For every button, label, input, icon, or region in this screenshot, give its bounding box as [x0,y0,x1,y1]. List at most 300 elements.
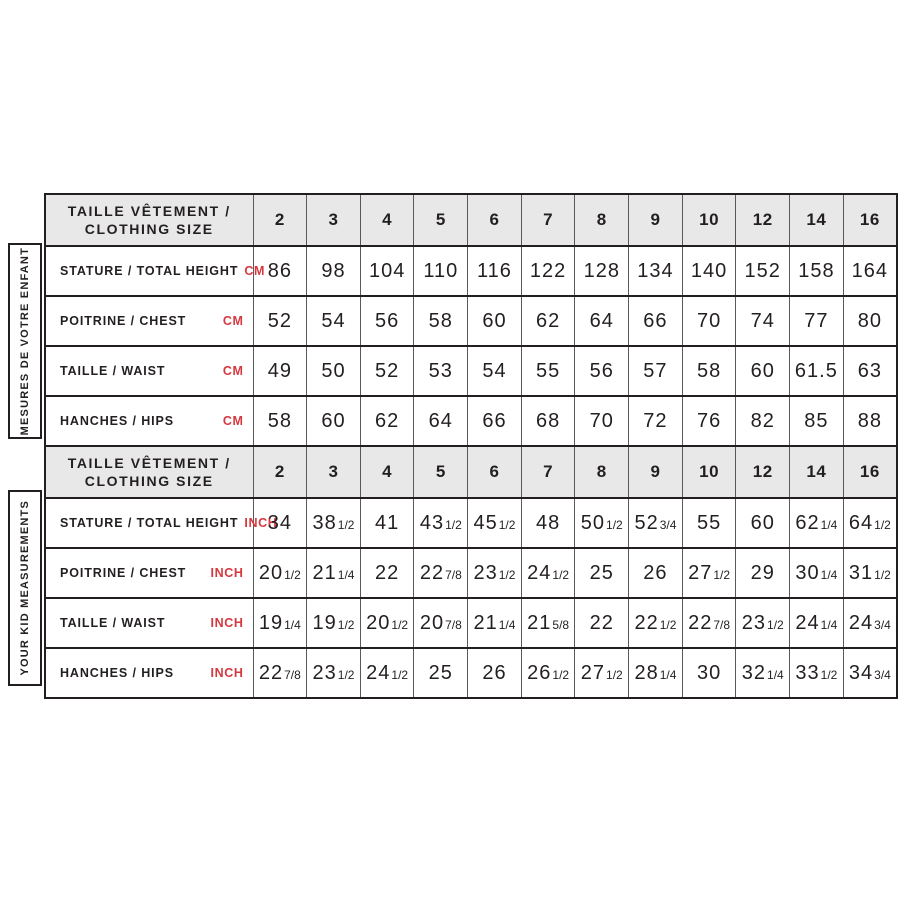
value-whole: 55 [535,359,561,382]
size-number: 5 [435,462,446,481]
value-cell [843,346,897,396]
value-cell [307,648,361,698]
value-cell [682,246,736,296]
value-whole: 27 [688,561,713,584]
value-fraction: 1/2 [337,667,355,682]
value-whole: 77 [804,309,829,332]
value-cell [468,346,522,396]
value-whole: 38 [312,511,337,534]
value-whole: 26 [482,661,507,684]
size-header-cell [575,194,629,246]
value-whole: 64 [428,409,453,432]
value-fraction: 1/4 [284,617,301,632]
side-label-inch-section: YOUR KID MEASUREMENTS [19,500,31,676]
value-whole: 63 [857,359,882,382]
value-whole: 32 [741,661,767,684]
value-whole: 58 [428,309,453,332]
size-header-cell [521,194,575,246]
value-cell [307,346,361,396]
value-whole: 50 [321,359,346,382]
row-label-cell [45,246,266,296]
value-cell [629,598,683,648]
value-fraction: 1/4 [820,567,838,582]
value-whole: 30 [795,561,820,584]
value-fraction: 1/4 [659,667,677,682]
value-whole: 26 [527,661,552,684]
value-whole: 49 [267,359,292,382]
unit-label: CM [222,414,244,428]
value-fraction: 1/2 [391,667,409,682]
size-header-cell [414,194,468,246]
value-whole: 88 [857,409,882,432]
value-fraction: 1/4 [820,617,838,632]
clothing-size-label-line1: TAILLE VÊTEMENT / [67,202,231,219]
row-label-inner [46,516,278,530]
value-cell [307,598,361,648]
size-header-cell [307,446,361,498]
header-row-section-1 [45,446,897,498]
value-cell [307,396,361,446]
size-number: 8 [596,210,607,229]
value-whole: 68 [535,409,561,432]
value-whole: 152 [744,259,781,282]
value-whole: 24 [366,661,391,684]
value-whole: 62 [535,309,561,332]
value-cell [736,648,790,698]
value-whole: 82 [750,409,775,432]
value-whole: 20 [366,611,391,634]
value-cell [360,648,414,698]
value-cell [790,648,844,698]
row-label: TAILLE / WAIST [60,616,166,630]
value-whole: 128 [583,259,620,282]
value-cell [629,548,683,598]
value-cell [843,246,897,296]
size-number: 5 [435,210,446,229]
row-label-cell [45,346,253,396]
size-number: 16 [859,210,880,229]
value-fraction: 1/2 [874,567,891,582]
value-whole: 20 [419,611,445,634]
value-whole: 22 [419,561,445,584]
value-fraction: 1/2 [874,517,891,532]
value-cell [414,396,468,446]
row-label-cell [45,296,253,346]
value-whole: 24 [795,611,820,634]
value-whole: 110 [423,259,459,282]
value-cell [843,548,897,598]
value-cell [843,498,897,548]
value-whole: 21 [312,561,337,584]
value-cell [414,598,468,648]
value-cell [843,396,897,446]
size-header-cell [307,194,361,246]
size-number: 14 [806,210,827,229]
size-header-cell [521,446,575,498]
value-fraction: 7/8 [284,667,301,682]
value-whole: 164 [851,259,889,282]
value-cell [253,598,307,648]
size-header-cell [253,194,307,246]
value-cell [736,296,790,346]
row-label: POITRINE / CHEST [60,314,187,328]
measurement-row [45,598,897,648]
value-cell [629,498,683,548]
value-whole: 104 [368,259,406,282]
value-fraction: 1/2 [391,617,409,632]
size-header-cell [468,446,522,498]
value-fraction: 1/2 [552,667,570,682]
value-cell [790,296,844,346]
size-number: 10 [699,462,720,481]
value-whole: 66 [643,309,668,332]
value-cell [468,246,522,296]
clothing-size-label-line1: TAILLE VÊTEMENT / [67,454,231,471]
value-cell [682,396,736,446]
value-cell [521,648,575,698]
value-cell [629,246,683,296]
value-whole: 41 [375,511,400,534]
value-whole: 24 [527,561,552,584]
value-whole: 33 [795,661,820,684]
value-cell [629,648,683,698]
row-label-inner [46,364,253,378]
value-whole: 62 [795,511,820,534]
measurement-row [45,346,897,396]
value-whole: 76 [696,409,722,432]
value-cell [414,548,468,598]
value-cell [414,296,468,346]
value-whole: 64 [589,309,614,332]
value-whole: 21 [527,611,552,634]
value-cell [629,346,683,396]
value-cell [521,548,575,598]
unit-label: INCH [210,666,244,680]
value-whole: 52 [267,309,292,332]
measurement-row [45,548,897,598]
size-header-cell [360,446,414,498]
value-whole: 50 [580,511,606,534]
value-whole: 55 [696,511,722,534]
value-cell [629,396,683,446]
value-cell [736,246,790,296]
value-cell [790,548,844,598]
size-number: 6 [489,462,500,481]
value-whole: 34 [267,511,292,534]
row-label-inner [46,566,253,580]
value-whole: 54 [482,359,507,382]
value-cell [253,396,307,446]
value-whole: 23 [312,661,337,684]
unit-label: INCH [210,566,244,580]
value-cell [360,246,414,296]
value-cell [575,296,629,346]
value-whole: 22 [634,611,659,634]
value-fraction: 3/4 [659,517,677,532]
size-chart-table [44,193,898,699]
value-cell [736,548,790,598]
value-cell [682,346,736,396]
value-cell [468,498,522,548]
value-cell [843,598,897,648]
value-cell [360,498,414,548]
size-number: 4 [382,210,393,229]
value-fraction: 1/4 [337,567,355,582]
value-whole: 19 [312,611,337,634]
clothing-size-label-line2: CLOTHING SIZE [84,473,214,489]
value-whole: 23 [741,611,767,634]
size-header-cell [575,446,629,498]
size-header-cell [414,446,468,498]
value-fraction: 1/2 [767,617,784,632]
value-cell [414,648,468,698]
value-cell [414,246,468,296]
value-cell [253,346,307,396]
value-whole: 22 [258,661,284,684]
size-header-cell [682,446,736,498]
value-whole: 25 [589,561,614,584]
value-whole: 25 [428,661,453,684]
value-cell [682,498,736,548]
value-whole: 64 [848,511,874,534]
size-header-cell [360,194,414,246]
value-fraction: 3/4 [874,667,891,682]
value-whole: 45 [473,511,498,534]
value-cell [629,296,683,346]
value-whole: 60 [482,309,507,332]
value-cell [682,598,736,648]
value-fraction: 7/8 [445,617,462,632]
value-cell [521,346,575,396]
value-fraction: 5/8 [552,617,570,632]
value-cell [682,548,736,598]
value-cell [790,346,844,396]
value-fraction: 1/2 [606,517,623,532]
value-cell [253,296,307,346]
row-label: STATURE / TOTAL HEIGHT [60,516,239,530]
size-number: 3 [328,462,339,481]
row-label-cell [45,396,253,446]
value-whole: 43 [419,511,445,534]
clothing-size-label-line2: CLOTHING SIZE [84,221,214,237]
value-cell [575,246,629,296]
value-cell [414,498,468,548]
value-cell [790,498,844,548]
clothing-size-header-cell [45,446,253,498]
value-cell [682,648,736,698]
size-number: 3 [328,210,339,229]
value-fraction: 1/2 [498,567,516,582]
unit-label: CM [222,364,244,378]
value-whole: 22 [688,611,713,634]
side-box-inch-section [8,490,42,686]
value-cell [736,396,790,446]
value-whole: 26 [643,561,668,584]
value-whole: 158 [798,259,835,282]
value-cell [468,648,522,698]
value-whole: 62 [375,409,400,432]
value-fraction: 1/2 [606,667,623,682]
value-whole: 80 [857,309,882,332]
value-whole: 58 [267,409,292,432]
value-whole: 61.5 [794,359,838,382]
value-whole: 70 [696,309,722,332]
value-whole: 57 [643,359,668,382]
value-cell [521,498,575,548]
value-cell [307,548,361,598]
value-cell [790,396,844,446]
size-number: 14 [806,462,827,481]
row-label-inner [46,616,253,630]
size-number: 12 [752,462,773,481]
value-cell [575,396,629,446]
size-number: 10 [699,210,720,229]
size-header-cell [629,194,683,246]
size-number: 2 [274,462,285,481]
value-cell [521,396,575,446]
size-header-cell [629,446,683,498]
value-whole: 54 [321,309,346,332]
value-whole: 20 [258,561,284,584]
value-whole: 22 [375,561,400,584]
value-whole: 60 [750,359,775,382]
value-whole: 58 [696,359,722,382]
size-number: 8 [596,462,607,481]
value-cell [736,498,790,548]
value-whole: 60 [750,511,775,534]
value-cell [575,648,629,698]
value-cell [521,246,575,296]
value-fraction: 1/2 [337,617,355,632]
row-label-inner [46,414,253,428]
value-cell [575,548,629,598]
value-whole: 29 [750,561,775,584]
value-whole: 116 [477,259,512,282]
value-cell [307,296,361,346]
value-fraction: 1/4 [767,667,784,682]
measurement-row [45,246,897,296]
value-whole: 19 [258,611,284,634]
size-header-cell [682,194,736,246]
value-cell [468,548,522,598]
value-cell [521,598,575,648]
row-label-inner [46,666,253,680]
measurement-row [45,396,897,446]
value-cell [468,296,522,346]
value-cell [253,548,307,598]
value-cell [414,346,468,396]
value-whole: 23 [473,561,498,584]
value-cell [307,498,361,548]
size-number: 6 [489,210,500,229]
row-label-inner [46,264,266,278]
value-fraction: 7/8 [445,567,462,582]
size-number: 7 [543,210,554,229]
value-whole: 98 [321,259,346,282]
value-whole: 24 [848,611,874,634]
value-cell [253,648,307,698]
value-whole: 56 [589,359,614,382]
unit-label: INCH [210,616,244,630]
row-label-cell [45,498,278,548]
value-fraction: 1/2 [820,667,838,682]
value-cell [736,598,790,648]
size-header-cell [843,194,897,246]
value-whole: 52 [375,359,400,382]
value-whole: 48 [535,511,561,534]
size-header-cell [790,194,844,246]
value-cell [682,296,736,346]
row-label: HANCHES / HIPS [60,666,175,680]
value-fraction: 1/2 [552,567,570,582]
value-fraction: 7/8 [713,617,731,632]
value-whole: 34 [848,661,874,684]
row-label-inner [46,314,253,328]
value-fraction: 1/4 [498,617,516,632]
value-whole: 52 [634,511,659,534]
measurement-row [45,498,897,548]
size-header-cell [790,446,844,498]
value-cell [575,598,629,648]
value-cell [575,498,629,548]
value-fraction: 1/2 [498,517,516,532]
row-label-cell [45,548,253,598]
value-whole: 30 [696,661,722,684]
value-cell [736,346,790,396]
value-fraction: 1/2 [445,517,462,532]
header-row-section-0 [45,194,897,246]
value-whole: 22 [589,611,614,634]
size-number: 9 [650,462,661,481]
size-header-cell [736,446,790,498]
value-whole: 27 [580,661,606,684]
value-fraction: 1/2 [337,517,355,532]
size-number: 7 [543,462,554,481]
size-header-cell [843,446,897,498]
value-whole: 70 [589,409,614,432]
value-cell [360,598,414,648]
row-label: POITRINE / CHEST [60,566,187,580]
value-cell [468,396,522,446]
value-cell [468,598,522,648]
row-label: HANCHES / HIPS [60,414,175,428]
size-header-cell [253,446,307,498]
size-number: 4 [382,462,393,481]
value-whole: 134 [637,259,674,282]
value-cell [360,548,414,598]
value-whole: 66 [482,409,507,432]
value-whole: 53 [428,359,453,382]
row-label-cell [45,598,253,648]
side-box-cm-section [8,243,42,439]
value-whole: 56 [375,309,400,332]
value-cell [360,346,414,396]
size-number: 2 [274,210,285,229]
size-number: 12 [752,210,773,229]
value-whole: 140 [690,259,728,282]
size-header-cell [736,194,790,246]
value-fraction: 1/4 [820,517,838,532]
measurement-row [45,296,897,346]
value-whole: 21 [473,611,498,634]
value-whole: 28 [634,661,659,684]
value-cell [843,648,897,698]
value-cell [843,296,897,346]
value-whole: 60 [321,409,346,432]
value-cell [360,296,414,346]
value-fraction: 1/2 [659,617,677,632]
value-cell [790,598,844,648]
